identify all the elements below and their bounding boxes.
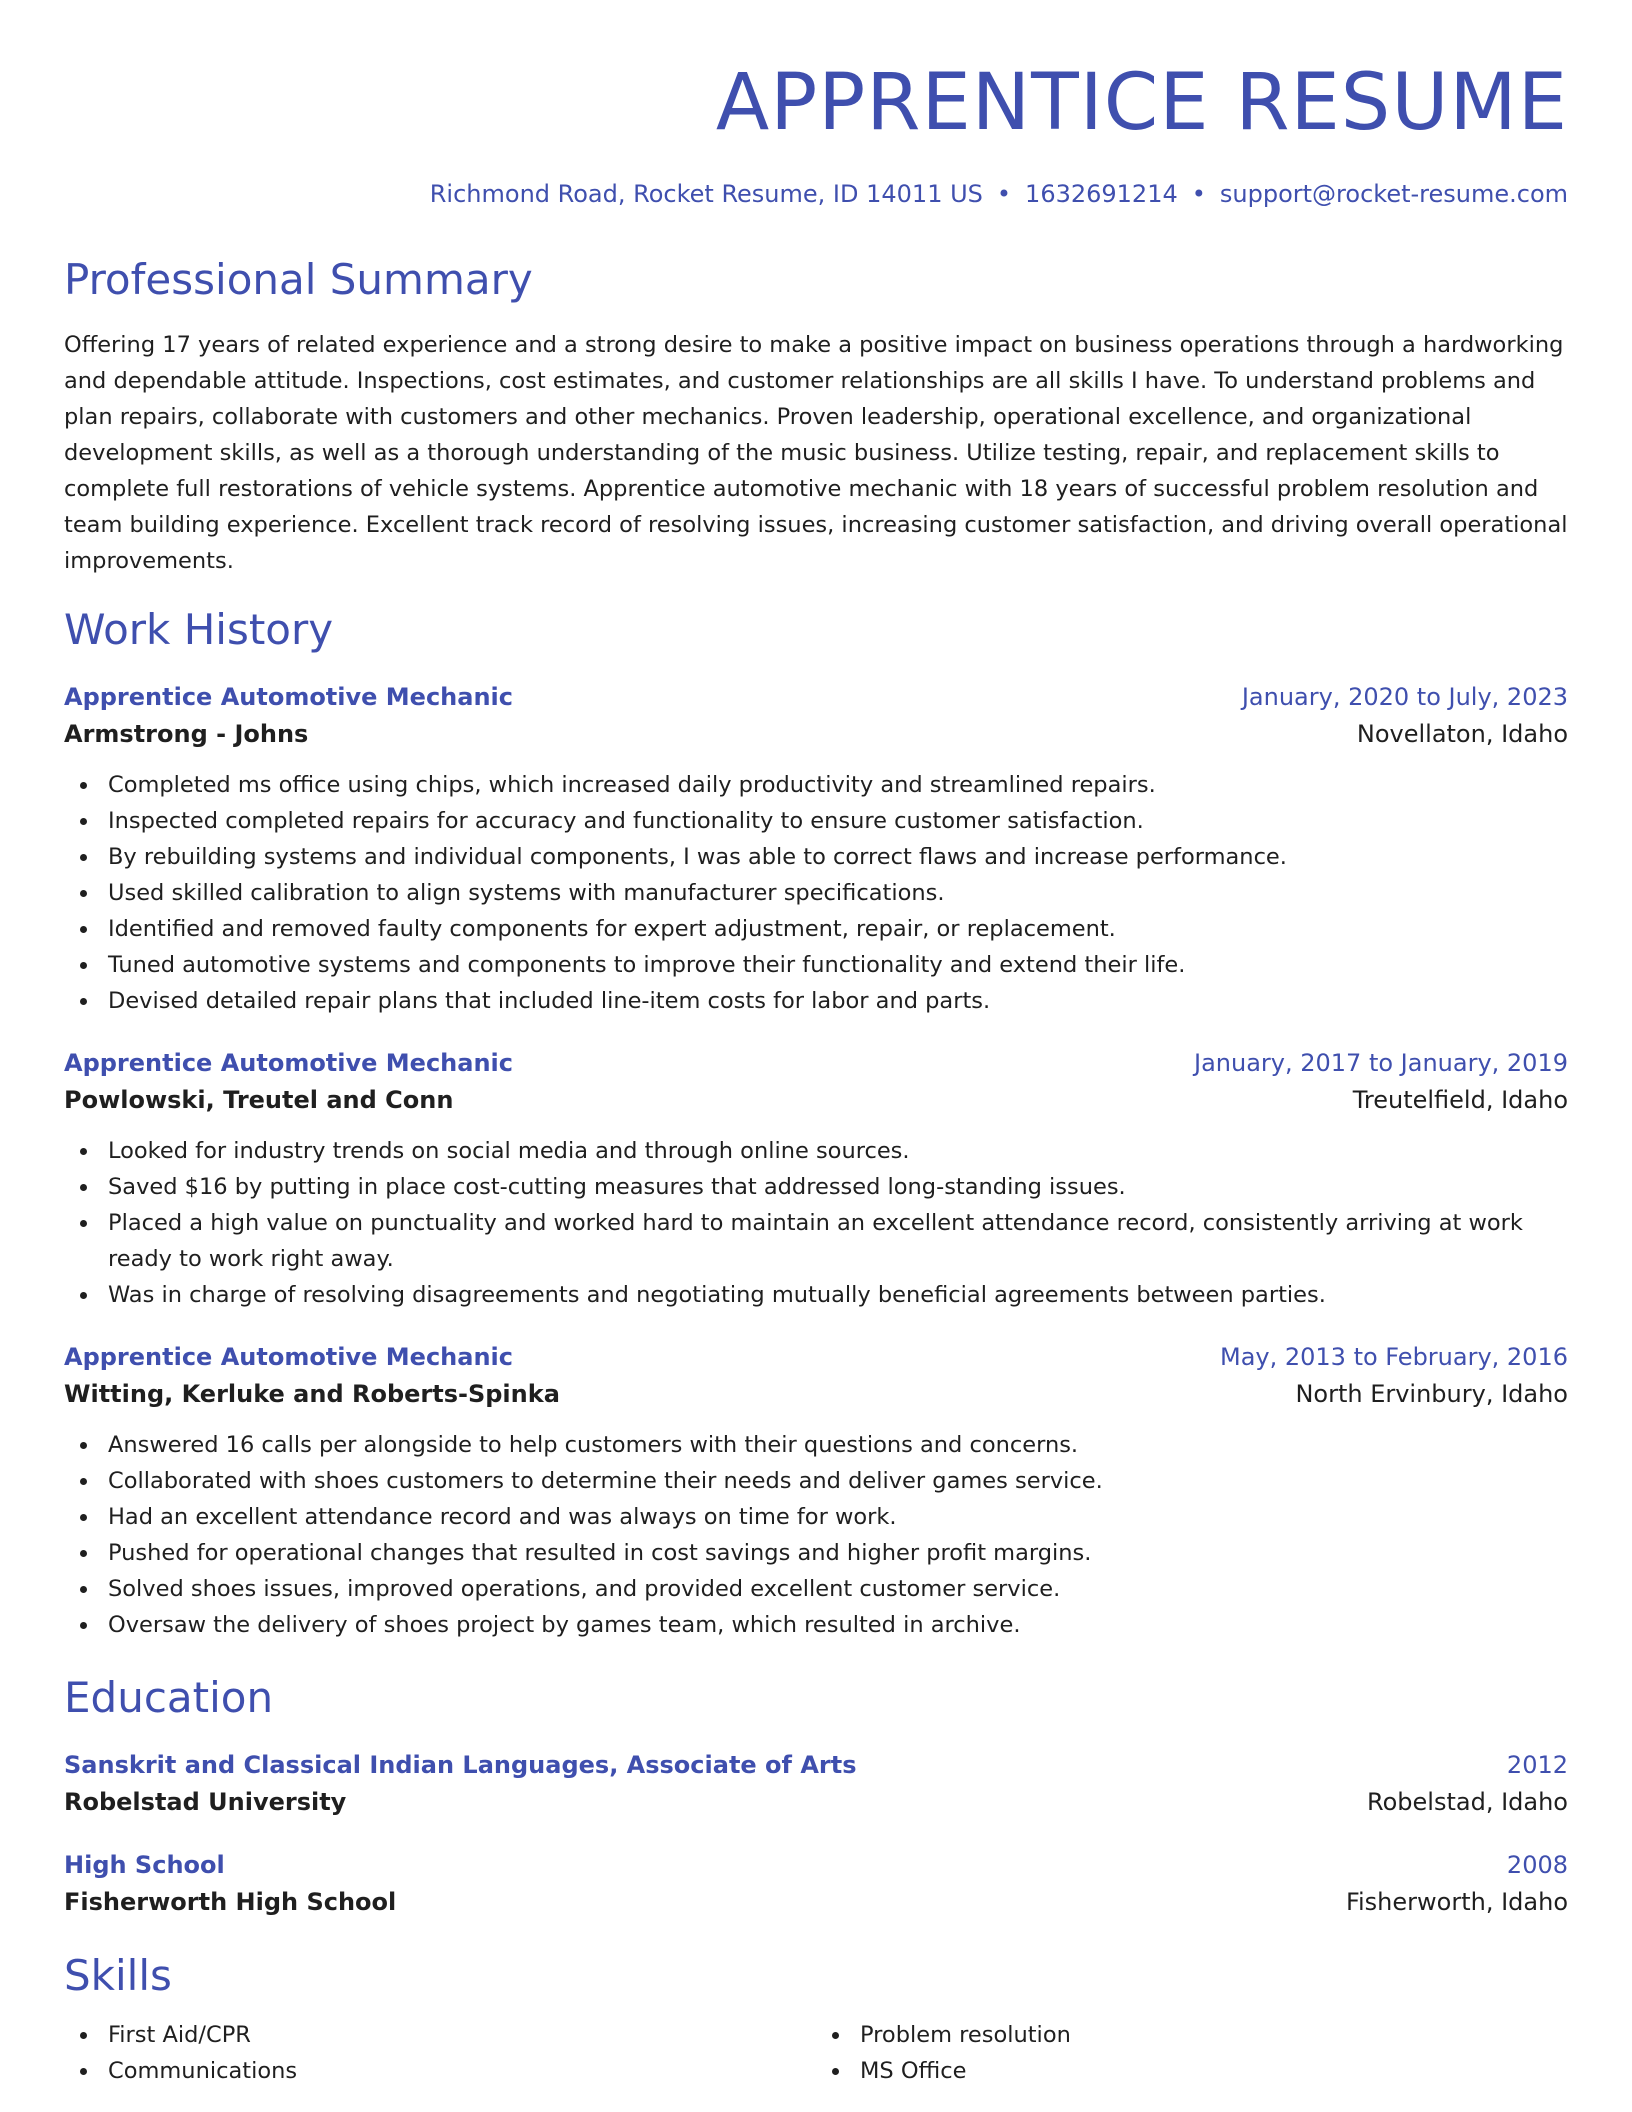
school-name: Robelstad University [64, 1787, 347, 1816]
job-location: Novellaton, Idaho [1356, 719, 1568, 748]
list-item: Completed ms office using chips, which increased daily productivity and streamlined repairs. [64, 767, 1568, 803]
list-item: Used skilled calibration to align systems with manufacturer specifications. [64, 875, 1568, 911]
degree: Sanskrit and Classical Indian Languages, Associate of Arts [64, 1750, 857, 1779]
list-item: Solved shoes issues, improved operations, and provided excellent customer service. [64, 1571, 1568, 1607]
contact-separator: • [1191, 180, 1206, 208]
list-item: Devised detailed repair plans that included line-item costs for labor and parts. [64, 983, 1568, 1019]
skills-heading: Skills [64, 1950, 172, 2000]
school-location: Fisherworth, Idaho [1345, 1887, 1568, 1916]
job-dates: January, 2020 to July, 2023 [1241, 682, 1568, 711]
job-location: Treutelfield, Idaho [1352, 1085, 1568, 1114]
company-name: Powlowski, Treutel and Conn [64, 1085, 454, 1114]
list-item: Identified and removed faulty components for expert adjustment, repair, or replacement. [64, 911, 1568, 947]
list-item: Inspected completed repairs for accuracy and functionality to ensure customer satisfaction. [64, 803, 1568, 839]
school-name: Fisherworth High School [64, 1887, 397, 1916]
school-location: Robelstad, Idaho [1367, 1787, 1568, 1816]
education-entry [64, 1847, 1568, 1921]
education-heading: Education [64, 1672, 274, 1722]
list-item: Tuned automotive systems and components to improve their functionality and extend their life. [64, 947, 1568, 983]
summary-text: Offering 17 years of related experience and a strong desire to make a positive impact on business operations through a hardworking and dependable attitude. Inspections, cost estimates, and customer relationships are all skills I have. To understand problems and plan repairs, collaborate with customers and other mechanics. Proven leadership, operational excellence, and organizational development skills, as well as a thorough understanding of the music business. Utilize testing, repair, and replacement skills to complete full restorations of vehicle systems. Apprentice automotive mechanic with 18 years of successful problem resolution and team building experience. Excellent track record of resolving issues, increasing customer satisfaction, and driving overall operational improvements. [64, 331, 1568, 574]
list-item: Saved $16 by putting in place cost-cutting measures that addressed long-standing issues. [64, 1169, 1568, 1205]
resume-title: APPRENTICE RESUME [715, 58, 1568, 148]
address: Richmond Road, Rocket Resume, ID 14011 US [429, 180, 983, 208]
job-title: Apprentice Automotive Mechanic [64, 1048, 513, 1077]
skills-column-right [816, 2017, 1568, 2089]
list-item: By rebuilding systems and individual components, I was able to correct flaws and increase performance. [64, 839, 1568, 875]
job-title: Apprentice Automotive Mechanic [64, 682, 513, 711]
company-name: Armstrong - Johns [64, 719, 309, 748]
list-item: Had an excellent attendance record and was always on time for work. [64, 1499, 1568, 1535]
job-entry [64, 679, 1568, 1019]
skill-item: Problem resolution [816, 2017, 1568, 2053]
job-dates: May, 2013 to February, 2016 [1220, 1342, 1568, 1371]
contact-separator: • [996, 180, 1012, 208]
list-item: Collaborated with shoes customers to determine their needs and deliver games service. [64, 1463, 1568, 1499]
skill-item: MS Office [816, 2053, 1568, 2089]
job-location: North Ervinbury, Idaho [1295, 1379, 1568, 1408]
skills-column-left [64, 2017, 816, 2089]
job-dates: January, 2017 to January, 2019 [1194, 1048, 1568, 1077]
skill-item: First Aid/CPR [64, 2017, 816, 2053]
company-name: Witting, Kerluke and Roberts-Spinka [64, 1379, 560, 1408]
list-item: Placed a high value on punctuality and worked hard to maintain an excellent attendance record, consistently arriving at work ready to work right away. [64, 1205, 1568, 1277]
skills-list [64, 2017, 1568, 2089]
graduation-year: 2012 [1506, 1750, 1568, 1779]
phone: 1632691214 [1025, 180, 1178, 208]
work-history-heading: Work History [64, 604, 334, 654]
degree: High School [64, 1850, 225, 1879]
contact-line [64, 180, 1568, 209]
job-duties [64, 767, 1568, 1019]
list-item: Pushed for operational changes that resulted in cost savings and higher profit margins. [64, 1535, 1568, 1571]
list-item: Looked for industry trends on social media and through online sources. [64, 1133, 1568, 1169]
email: support@rocket-resume.com [1219, 180, 1568, 208]
job-title: Apprentice Automotive Mechanic [64, 1342, 513, 1371]
skill-item: Communications [64, 2053, 816, 2089]
list-item: Answered 16 calls per alongside to help customers with their questions and concerns. [64, 1427, 1568, 1463]
summary-heading: Professional Summary [64, 254, 533, 304]
education-entry [64, 1747, 1568, 1821]
list-item: Oversaw the delivery of shoes project by games team, which resulted in archive. [64, 1607, 1568, 1643]
graduation-year: 2008 [1506, 1850, 1568, 1879]
job-entry [64, 1339, 1568, 1643]
list-item: Was in charge of resolving disagreements and negotiating mutually beneficial agreements between parties. [64, 1277, 1568, 1313]
job-duties [64, 1133, 1568, 1313]
job-entry [64, 1045, 1568, 1313]
job-duties [64, 1427, 1568, 1643]
